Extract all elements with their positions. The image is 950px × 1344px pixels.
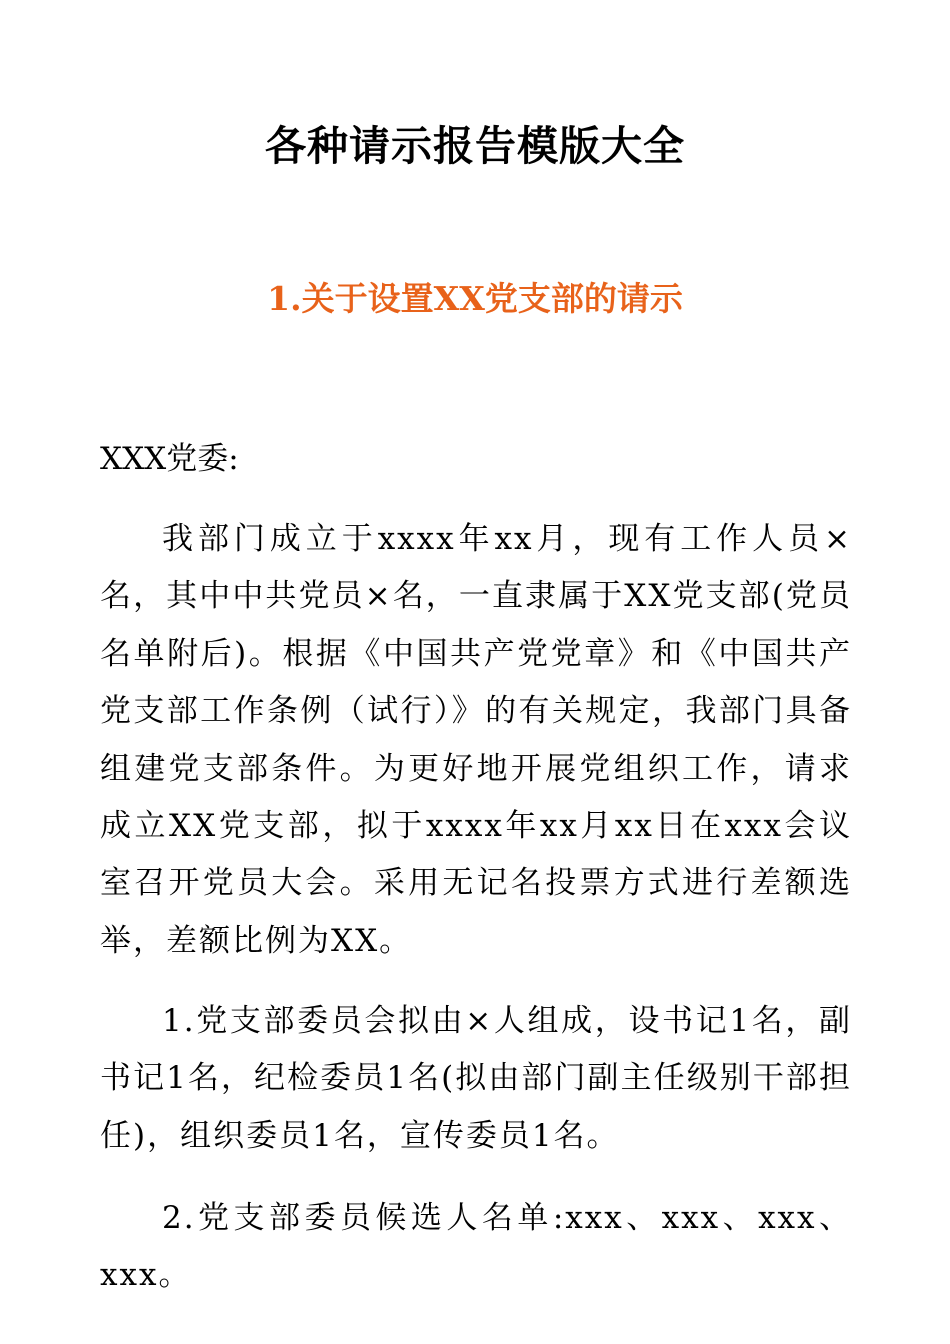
body-paragraph-1: 我部门成立于xxxx年xx月，现有工作人员×名，其中中共党员×名，一直隶属于XX党支部(党员名单附后)。根据《中国共产党党章》和《中国共产党支部工作条例（试行）》的有关规定，我部门具备组建党支部条件。为更好地开展党组织工作，请求成立XX党支部，拟于xxxx年xx月xx日在xxx会议室召开党员大会。采用无记名投票方式进行差额选举，差额比例为XX。 [100,521,852,959]
page-title: 各种请示报告模版大全 [265,122,685,170]
body-paragraph-3: 2.党支部委员候选人名单:xxx、xxx、xxx、xxx。 [100,1200,852,1294]
section-title: 1.关于设置XX党支部的请示 [267,279,683,318]
body-paragraph-2: 1.党支部委员会拟由×人组成，设书记1名，副书记1名，纪检委员1名(拟由部门副主任级别干部担任)，组织委员1名，宣传委员1名。 [100,1003,852,1154]
salutation: XXX党委: [100,441,239,477]
